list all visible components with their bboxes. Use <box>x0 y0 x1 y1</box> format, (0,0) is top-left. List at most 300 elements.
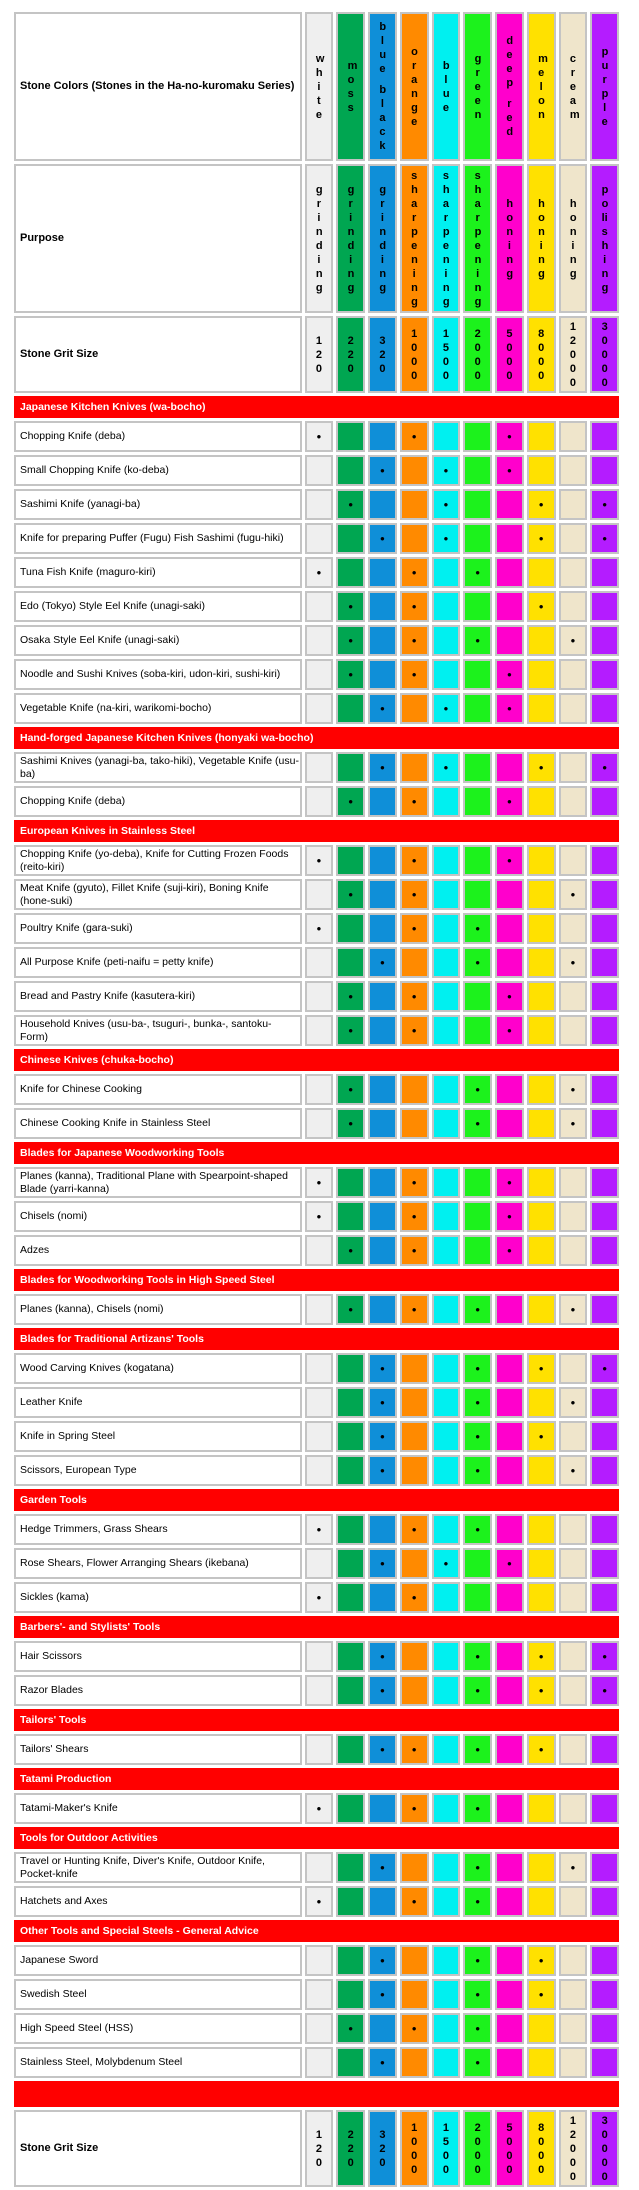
stone-cell <box>495 1793 524 1824</box>
stone-cell <box>400 1793 429 1824</box>
tool-label: Leather Knife <box>14 1387 302 1418</box>
recommended-mark: • <box>475 1742 480 1757</box>
stone-cell <box>527 1979 556 2010</box>
stone-cell <box>368 879 397 910</box>
stone-color-name: white <box>315 52 325 121</box>
stone-cell <box>463 1201 492 1232</box>
recommended-mark: • <box>348 1023 353 1038</box>
stone-cell <box>400 557 429 588</box>
vertical-text: 1500 <box>442 327 449 382</box>
vertical-text: 2000 <box>474 2121 481 2176</box>
stone-cell <box>463 1353 492 1384</box>
tool-label: Bread and Pastry Knife (kasutera-kiri) <box>14 981 302 1012</box>
stone-cell <box>495 845 524 876</box>
recommended-mark: • <box>475 921 480 936</box>
recommended-mark: • <box>538 497 544 512</box>
stone-cell <box>400 1167 429 1198</box>
tool-label: Wood Carving Knives (kogatana) <box>14 1353 302 1384</box>
section-header <box>14 820 619 842</box>
stone-cell <box>495 913 524 944</box>
stone-cell <box>368 421 397 452</box>
grit-header-label: Stone Grit Size <box>14 316 302 393</box>
stone-cell <box>463 1294 492 1325</box>
stone-cell <box>432 489 461 520</box>
recommended-mark: • <box>348 497 353 512</box>
stone-cell <box>559 1201 588 1232</box>
stone-cell <box>305 1852 334 1883</box>
recommended-mark: • <box>380 463 385 478</box>
recommended-mark: • <box>443 1556 449 1571</box>
stone-cell <box>368 1514 397 1545</box>
tool-label: Travel or Hunting Knife, Diver's Knife, Outdoor Knife, Pocket-knife <box>14 1852 302 1883</box>
vertical-text: 5000 <box>506 2121 513 2176</box>
recommended-mark: • <box>475 1116 480 1131</box>
stone-cell <box>336 1514 365 1545</box>
stone-cell <box>495 1235 524 1266</box>
recommended-mark: • <box>380 531 385 546</box>
stone-cell <box>590 2047 619 2078</box>
recommended-mark: • <box>348 989 353 1004</box>
stone-cell <box>336 1201 365 1232</box>
section-title: Blades for Woodworking Tools in High Speed Steel <box>14 1269 619 1291</box>
recommended-mark: • <box>507 1243 512 1258</box>
recommended-mark: • <box>411 667 417 682</box>
section-title: Chinese Knives (chuka-bocho) <box>14 1049 619 1071</box>
section-title: Tools for Outdoor Activities <box>14 1827 619 1849</box>
section-header <box>14 1269 619 1291</box>
stone-cell <box>305 1979 334 2010</box>
recommended-mark: • <box>475 1894 480 1909</box>
stone-grit-footer <box>400 2110 429 2187</box>
section-header <box>14 1709 619 1731</box>
stone-grit <box>400 316 429 393</box>
stone-cell <box>590 1886 619 1917</box>
stone-cell <box>432 913 461 944</box>
stone-cell <box>432 1455 461 1486</box>
stone-cell <box>495 659 524 690</box>
recommended-mark: • <box>380 2055 385 2070</box>
stone-cell <box>432 752 461 783</box>
stone-grit-footer <box>432 2110 461 2187</box>
stone-cell <box>400 1548 429 1579</box>
stone-cell <box>400 879 429 910</box>
stone-cell <box>305 1294 334 1325</box>
recommended-mark: • <box>570 1082 576 1097</box>
stone-cell <box>495 1353 524 1384</box>
stone-cell <box>463 2013 492 2044</box>
stone-cell <box>368 523 397 554</box>
recommended-mark: • <box>538 1953 544 1968</box>
stone-cell <box>590 1074 619 1105</box>
stone-cell <box>559 455 588 486</box>
tool-row <box>14 913 619 944</box>
stone-cell <box>495 421 524 452</box>
stone-cell <box>590 1852 619 1883</box>
stone-cell <box>368 1421 397 1452</box>
vertical-text: 2000 <box>474 327 481 382</box>
stone-cell <box>527 455 556 486</box>
stone-cell <box>305 1548 334 1579</box>
stone-cell <box>559 1675 588 1706</box>
stone-cell <box>463 752 492 783</box>
stone-cell <box>527 1015 556 1046</box>
stone-cell <box>590 1548 619 1579</box>
stone-cell <box>559 1015 588 1046</box>
vertical-text: grinding <box>347 183 355 294</box>
recommended-mark: • <box>411 989 417 1004</box>
vertical-text: 1500 <box>442 2121 449 2176</box>
stone-color-name: blue <box>442 59 450 114</box>
recommended-mark: • <box>348 1116 353 1131</box>
stone-cell <box>527 981 556 1012</box>
stone-cell <box>527 913 556 944</box>
stone-cell <box>463 1548 492 1579</box>
stone-cell <box>463 1675 492 1706</box>
stone-cell <box>527 1421 556 1452</box>
tool-row <box>14 489 619 520</box>
stone-grit <box>527 316 556 393</box>
tool-row <box>14 455 619 486</box>
stone-cell <box>559 1108 588 1139</box>
stone-cell <box>590 557 619 588</box>
section-header <box>14 1049 619 1071</box>
stone-cell <box>305 752 334 783</box>
recommended-mark: • <box>475 1801 480 1816</box>
tool-label: Tailors' Shears <box>14 1734 302 1765</box>
vertical-text: 1000 <box>411 2121 418 2176</box>
stone-cell <box>305 2047 334 2078</box>
stone-cell <box>336 1979 365 2010</box>
stone-cell <box>559 1886 588 1917</box>
stone-color-header <box>400 12 429 161</box>
stone-cell <box>527 1548 556 1579</box>
stone-cell <box>368 591 397 622</box>
stone-cell <box>400 1675 429 1706</box>
recommended-mark: • <box>538 1987 544 2002</box>
tool-row <box>14 591 619 622</box>
vertical-text: 30000 <box>601 320 608 389</box>
stone-cell <box>336 1641 365 1672</box>
stone-cell <box>463 1641 492 1672</box>
recommended-mark: • <box>411 887 417 902</box>
stone-cell <box>368 1387 397 1418</box>
stone-purpose <box>559 164 588 313</box>
stone-cell <box>559 1641 588 1672</box>
vertical-text: 1000 <box>411 327 418 382</box>
stone-purpose <box>432 164 461 313</box>
stone-cell <box>368 1294 397 1325</box>
stone-cell <box>495 1979 524 2010</box>
tool-row <box>14 1641 619 1672</box>
recommended-mark: • <box>475 1395 480 1410</box>
stone-cell <box>400 981 429 1012</box>
recommended-mark: • <box>475 633 480 648</box>
stone-cell <box>305 1074 334 1105</box>
vertical-text: 120 <box>315 334 322 375</box>
stone-cell <box>368 1734 397 1765</box>
tool-label: Osaka Style Eel Knife (unagi-saki) <box>14 625 302 656</box>
stone-cell <box>590 1455 619 1486</box>
tool-label: All Purpose Knife (peti-naifu = petty knife) <box>14 947 302 978</box>
stone-color-name: deep red <box>506 35 514 138</box>
section-header <box>14 1489 619 1511</box>
recommended-mark: • <box>380 1649 385 1664</box>
stone-cell <box>432 1235 461 1266</box>
recommended-mark: • <box>411 1894 417 1909</box>
section-title: Blades for Traditional Artizans' Tools <box>14 1328 619 1350</box>
stone-cell <box>336 1353 365 1384</box>
stone-color-name: green <box>474 52 482 121</box>
stone-cell <box>400 659 429 690</box>
vertical-text: sharpening <box>411 169 418 308</box>
stone-cell <box>495 557 524 588</box>
recommended-mark: • <box>538 1742 544 1757</box>
page <box>11 9 622 2190</box>
section-header <box>14 1142 619 1164</box>
recommended-mark: • <box>538 760 544 775</box>
tool-row <box>14 2047 619 2078</box>
tool-row <box>14 1852 619 1883</box>
stone-cell <box>400 1201 429 1232</box>
stone-cell <box>400 2013 429 2044</box>
tool-row <box>14 1514 619 1545</box>
recommended-mark: • <box>507 794 512 809</box>
stone-cell <box>559 1235 588 1266</box>
stone-cell <box>463 659 492 690</box>
stone-cell <box>305 1421 334 1452</box>
stone-cell <box>527 1675 556 1706</box>
stone-cell <box>463 625 492 656</box>
stone-cell <box>368 1455 397 1486</box>
stone-cell <box>400 1074 429 1105</box>
stone-cell <box>527 1852 556 1883</box>
stone-cell <box>305 786 334 817</box>
stone-cell <box>432 1514 461 1545</box>
section-header <box>14 1920 619 1942</box>
stone-cell <box>527 1734 556 1765</box>
stone-cell <box>463 455 492 486</box>
stone-cell <box>590 693 619 724</box>
stone-cell <box>590 1582 619 1613</box>
colors-header-row <box>14 12 619 161</box>
stone-cell <box>495 455 524 486</box>
tool-label: Razor Blades <box>14 1675 302 1706</box>
tool-row <box>14 1582 619 1613</box>
stone-cell <box>590 1641 619 1672</box>
stone-cell <box>305 557 334 588</box>
stone-cell <box>590 1675 619 1706</box>
stone-cell <box>368 1979 397 2010</box>
vertical-text: grinding <box>379 183 387 294</box>
stone-cell <box>336 1675 365 1706</box>
stone-cell <box>559 489 588 520</box>
stone-cell <box>336 1886 365 1917</box>
tool-row <box>14 1294 619 1325</box>
stone-cell <box>590 1979 619 2010</box>
stone-cell <box>590 1108 619 1139</box>
recommended-mark: • <box>411 2021 417 2036</box>
stone-cell <box>336 1108 365 1139</box>
stone-cell <box>305 1514 334 1545</box>
tool-label: Planes (kanna), Traditional Plane with Spearpoint-shaped Blade (yarri-kanna) <box>14 1167 302 1198</box>
stone-cell <box>463 421 492 452</box>
stone-color-header <box>495 12 524 161</box>
stone-cell <box>336 625 365 656</box>
stone-cell <box>559 625 588 656</box>
stone-cell <box>463 1387 492 1418</box>
stone-cell <box>495 1582 524 1613</box>
stone-cell <box>527 1108 556 1139</box>
stone-cell <box>400 913 429 944</box>
stone-cell <box>527 1167 556 1198</box>
vertical-text: 5000 <box>506 327 513 382</box>
stone-grit <box>495 316 524 393</box>
tool-label: Chopping Knife (yo-deba), Knife for Cutting Frozen Foods (reito-kiri) <box>14 845 302 876</box>
stone-grit-footer <box>463 2110 492 2187</box>
stone-cell <box>305 1201 334 1232</box>
recommended-mark: • <box>475 1860 480 1875</box>
stone-cell <box>368 1074 397 1105</box>
stone-cell <box>495 523 524 554</box>
stone-cell <box>336 1852 365 1883</box>
stone-grit <box>336 316 365 393</box>
stone-cell <box>527 557 556 588</box>
recommended-mark: • <box>411 1175 417 1190</box>
stone-cell <box>463 845 492 876</box>
recommended-mark: • <box>380 760 385 775</box>
stone-cell <box>559 1852 588 1883</box>
stone-cell <box>336 2013 365 2044</box>
stone-grit <box>368 316 397 393</box>
vertical-text: 30000 <box>601 2114 608 2183</box>
vertical-text: 220 <box>347 2128 354 2169</box>
recommended-mark: • <box>475 1987 480 2002</box>
stone-cell <box>368 1548 397 1579</box>
tool-row <box>14 845 619 876</box>
stone-cell <box>336 455 365 486</box>
stone-cell <box>432 625 461 656</box>
tool-row <box>14 1455 619 1486</box>
stone-guide-table <box>11 9 622 2190</box>
stone-cell <box>368 2047 397 2078</box>
tool-label: Chopping Knife (deba) <box>14 786 302 817</box>
recommended-mark: • <box>411 1742 417 1757</box>
stone-cell <box>590 1015 619 1046</box>
tool-label: High Speed Steel (HSS) <box>14 2013 302 2044</box>
stone-cell <box>527 489 556 520</box>
stone-cell <box>495 1945 524 1976</box>
stone-cell <box>400 845 429 876</box>
tool-label: Scissors, European Type <box>14 1455 302 1486</box>
stone-cell <box>495 591 524 622</box>
vertical-text: honing <box>506 197 514 280</box>
stone-cell <box>305 455 334 486</box>
tool-label: Chinese Cooking Knife in Stainless Steel <box>14 1108 302 1139</box>
stone-cell <box>527 2047 556 2078</box>
stone-cell <box>559 1582 588 1613</box>
stone-cell <box>495 1641 524 1672</box>
stone-purpose <box>336 164 365 313</box>
section-title: Garden Tools <box>14 1489 619 1511</box>
stone-cell <box>590 2013 619 2044</box>
stone-cell <box>463 913 492 944</box>
stone-cell <box>400 591 429 622</box>
tool-row <box>14 2013 619 2044</box>
stone-cell <box>432 1421 461 1452</box>
stone-cell <box>463 1886 492 1917</box>
tool-row <box>14 1421 619 1452</box>
recommended-mark: • <box>507 989 512 1004</box>
grit-header-row <box>14 316 619 393</box>
stone-cell <box>590 1294 619 1325</box>
stone-purpose <box>527 164 556 313</box>
stone-purpose <box>400 164 429 313</box>
tool-label: Meat Knife (gyuto), Fillet Knife (suji-kiri), Boning Knife (hone-suki) <box>14 879 302 910</box>
stone-cell <box>305 591 334 622</box>
recommended-mark: • <box>443 497 449 512</box>
stone-cell <box>559 913 588 944</box>
stone-cell <box>432 1074 461 1105</box>
purpose-header-label: Purpose <box>14 164 302 313</box>
stone-cell <box>495 1455 524 1486</box>
stone-cell <box>432 1979 461 2010</box>
recommended-mark: • <box>380 701 385 716</box>
recommended-mark: • <box>475 565 480 580</box>
stone-cell <box>305 1675 334 1706</box>
recommended-mark: • <box>411 794 417 809</box>
stone-cell <box>559 786 588 817</box>
stone-cell <box>463 1074 492 1105</box>
stone-cell <box>336 1548 365 1579</box>
vertical-text: polishing <box>601 183 609 294</box>
stone-cell <box>559 591 588 622</box>
stone-color-header <box>559 12 588 161</box>
stone-cell <box>432 591 461 622</box>
stone-cell <box>432 1548 461 1579</box>
tool-label: Chopping Knife (deba) <box>14 421 302 452</box>
stone-cell <box>336 523 365 554</box>
vertical-text: 12000 <box>569 2114 576 2183</box>
stone-cell <box>432 947 461 978</box>
stone-purpose <box>495 164 524 313</box>
recommended-mark: • <box>570 1395 576 1410</box>
tool-label: Sashimi Knives (yanagi-ba, tako-hiki), Vegetable Knife (usu-ba) <box>14 752 302 783</box>
stone-cell <box>495 1201 524 1232</box>
stone-color-name: purple <box>601 45 609 128</box>
stone-cell <box>305 1167 334 1198</box>
stone-cell <box>463 1108 492 1139</box>
tool-label: Noodle and Sushi Knives (soba-kiri, udon-kiri, sushi-kiri) <box>14 659 302 690</box>
stone-cell <box>305 659 334 690</box>
stone-cell <box>527 786 556 817</box>
recommended-mark: • <box>316 853 322 868</box>
tool-row <box>14 659 619 690</box>
stone-cell <box>463 1979 492 2010</box>
recommended-mark: • <box>475 1302 480 1317</box>
stone-cell <box>495 1015 524 1046</box>
recommended-mark: • <box>475 1429 480 1444</box>
stone-cell <box>559 752 588 783</box>
stone-cell <box>305 1353 334 1384</box>
tool-row <box>14 752 619 783</box>
vertical-text: sharpening <box>474 169 482 308</box>
stone-cell <box>432 659 461 690</box>
stone-color-header <box>463 12 492 161</box>
stone-cell <box>590 455 619 486</box>
stone-cell <box>463 1945 492 1976</box>
stone-cell <box>336 1421 365 1452</box>
stone-cell <box>336 489 365 520</box>
